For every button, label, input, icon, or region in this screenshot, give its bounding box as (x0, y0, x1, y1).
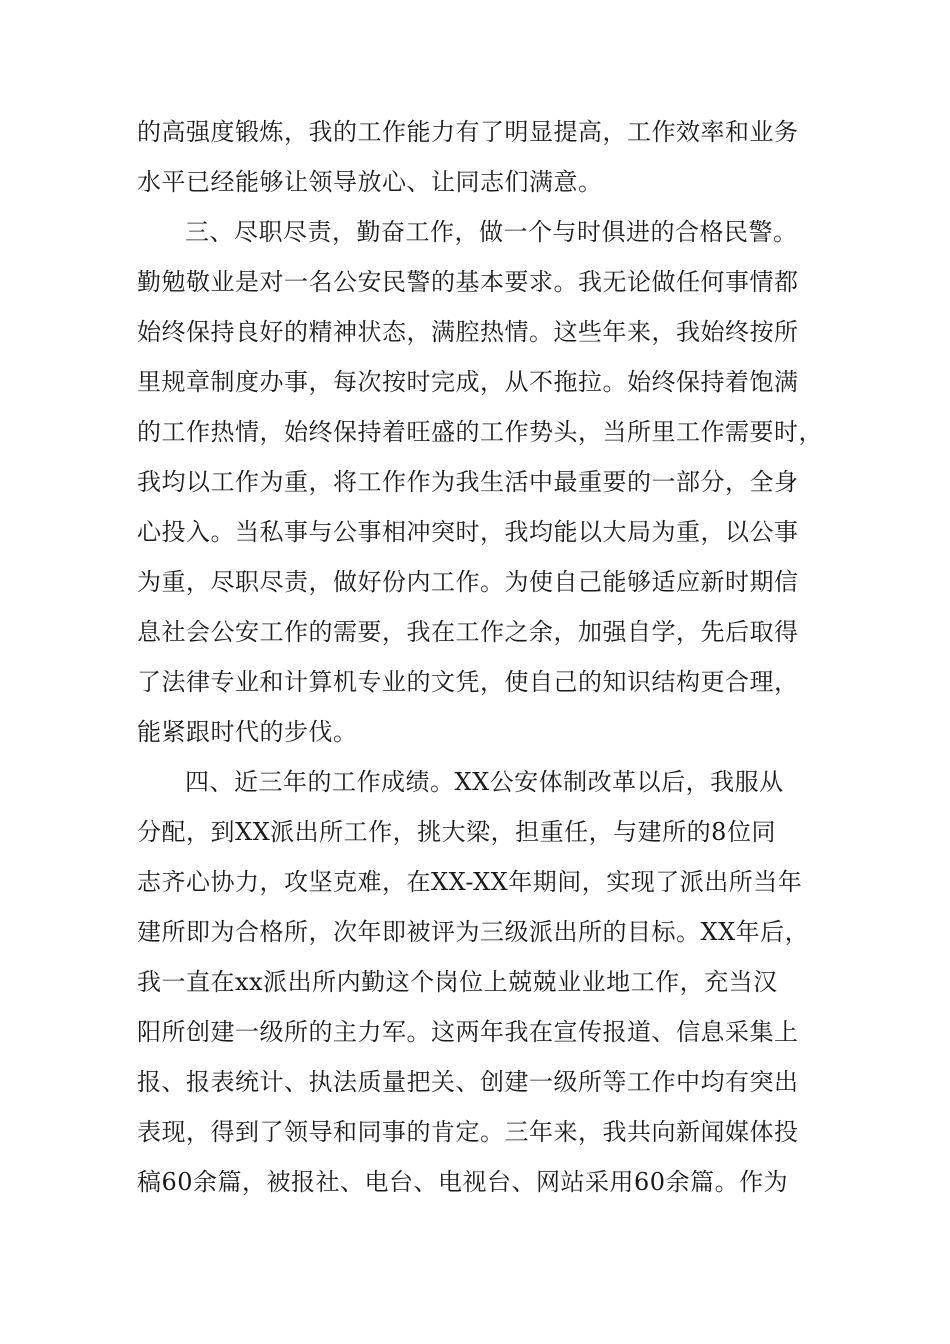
text-line: 勤勉敬业是对一名公安民警的基本要求。我无论做任何事情都 (137, 268, 799, 296)
text-line: 表现，得到了领导和同事的肯定。三年来，我共向新闻媒体投 (137, 1118, 799, 1146)
text-line: 我均以工作为重，将工作作为我生活中最重要的一部分，全身 (137, 468, 799, 496)
section-heading-4: 四、近三年的工作成绩。XX公安体制改革以后，我服从 (185, 768, 784, 796)
text-line: 为重，尽职尽责，做好份内工作。为使自己能够适应新时期信 (137, 568, 799, 596)
text-line: 始终保持良好的精神状态，满腔热情。这些年来，我始终按所 (137, 318, 799, 346)
text-line: 息社会公安工作的需要，我在工作之余，加强自学，先后取得 (137, 618, 799, 646)
text-line: 志齐心协力，攻坚克难，在XX-XX年期间，实现了派出所当年 (137, 868, 803, 896)
text-line: 的工作热情，始终保持着旺盛的工作势头，当所里工作需要时， (137, 418, 823, 446)
text-line: 阳所创建一级所的主力军。这两年我在宣传报道、信息采集上 (137, 1018, 799, 1046)
text-line: 心投入。当私事与公事相冲突时，我均能以大局为重，以公事 (137, 518, 799, 546)
text-line: 能紧跟时代的步伐。 (137, 718, 358, 746)
text-line: 水平已经能够让领导放心、让同志们满意。 (137, 168, 603, 196)
text-line: 的高强度锻炼，我的工作能力有了明显提高，工作效率和业务 (137, 118, 799, 146)
text-line: 报、报表统计、执法质量把关、创建一级所等工作中均有突出 (137, 1068, 799, 1096)
section-heading-3: 三、尽职尽责，勤奋工作，做一个与时俱进的合格民警。 (185, 218, 798, 246)
text-line: 分配，到XX派出所工作，挑大梁，担重任，与建所的8位同 (137, 818, 776, 846)
text-line: 了法律专业和计算机专业的文凭，使自己的知识结构更合理， (137, 668, 799, 696)
text-line: 稿60余篇，被报社、电台、电视台、网站采用60余篇。作为 (137, 1168, 789, 1196)
text-line: 建所即为合格所，次年即被评为三级派出所的目标。XX年后， (137, 918, 810, 946)
text-line: 里规章制度办事，每次按时完成，从不拖拉。始终保持着饱满 (137, 368, 799, 396)
text-line: 我一直在xx派出所内勤这个岗位上兢兢业业地工作，充当汉 (137, 968, 778, 996)
